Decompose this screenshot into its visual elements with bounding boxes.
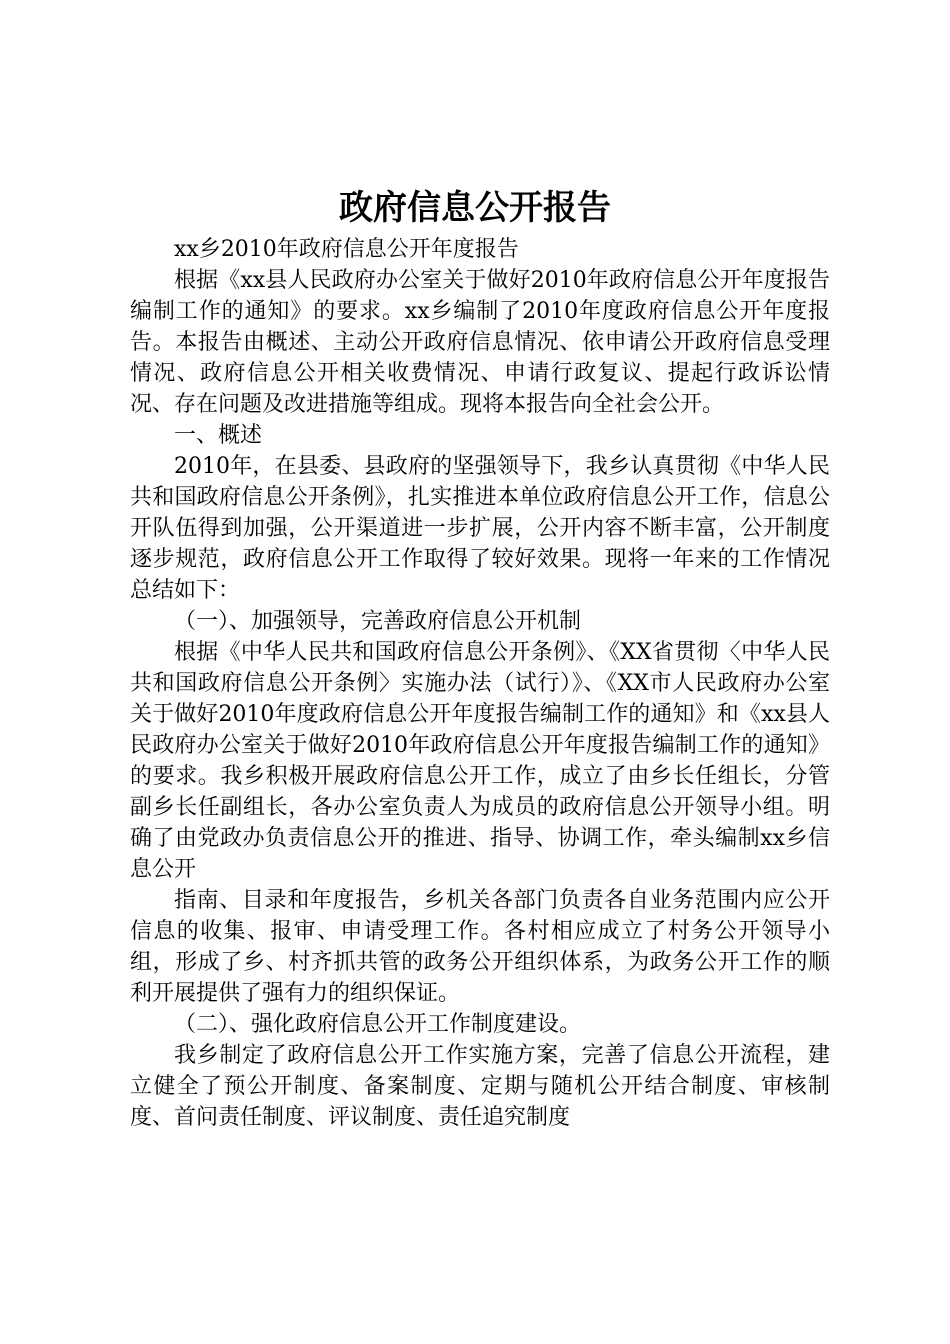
body-paragraph: 根据《xx县人民政府办公室关于做好2010年政府信息公开年度报告编制工作的通知》的要求。xx乡编制了2010年度政府信息公开年度报告。本报告由概述、主动公开政府信息情况、依申请公开政府信息受理情况、政府信息公开相关收费情况、申请行政复议、提起行政诉讼情况、存在问题及改进措施等组成。现将本报告向全社会公开。	[130, 268, 830, 417]
document-title: 政府信息公开报告	[339, 188, 611, 228]
subsection-heading-1: （一）、加强领导，完善政府信息公开机制	[174, 609, 582, 634]
body-paragraph: 2010年，在县委、县政府的坚强领导下，我乡认真贯彻《中华人民共和国政府信息公开条例》，扎实推进本单位政府信息公开工作，信息公开队伍得到加强，公开渠道进一步扩展，公开内容不断丰富，公开制度逐步规范，政府信息公开工作取得了较好效果。现将一年来的工作情况总结如下：	[130, 454, 830, 603]
subsection-heading-2: （二）、强化政府信息公开工作制度建设。	[174, 1012, 582, 1037]
report-subtitle: xx乡2010年政府信息公开年度报告	[174, 237, 519, 262]
body-paragraph: 指南、目录和年度报告，乡机关各部门负责各自业务范围内应公开信息的收集、报审、申请受理工作。各村相应成立了村务公开领导小组，形成了乡、村齐抓共管的政务公开组织体系，为政务公开工作的顺利开展提供了强有力的组织保证。	[130, 888, 830, 1006]
document-body	[130, 234, 830, 1133]
body-paragraph: 我乡制定了政府信息公开工作实施方案，完善了信息公开流程，建立健全了预公开制度、备案制度、定期与随机公开结合制度、审核制度、首问责任制度、评议制度、责任追究制度	[130, 1043, 830, 1130]
section-heading-overview: 一、概述	[174, 423, 263, 448]
body-paragraph: 根据《中华人民共和国政府信息公开条例》、《XX省贯彻〈中华人民共和国政府信息公开条例〉实施办法（试行）》、《XX市人民政府办公室关于做好2010年度政府信息公开年度报告编制工作的通知》和《xx县人民政府办公室关于做好2010年政府信息公开年度报告编制工作的通知》的要求。我乡积极开展政府信息公开工作，成立了由乡长任组长，分管副乡长任副组长，各办公室负责人为成员的政府信息公开领导小组。明确了由党政办负责信息公开的推进、指导、协调工作，牵头编制xx乡信息公开	[130, 640, 830, 882]
